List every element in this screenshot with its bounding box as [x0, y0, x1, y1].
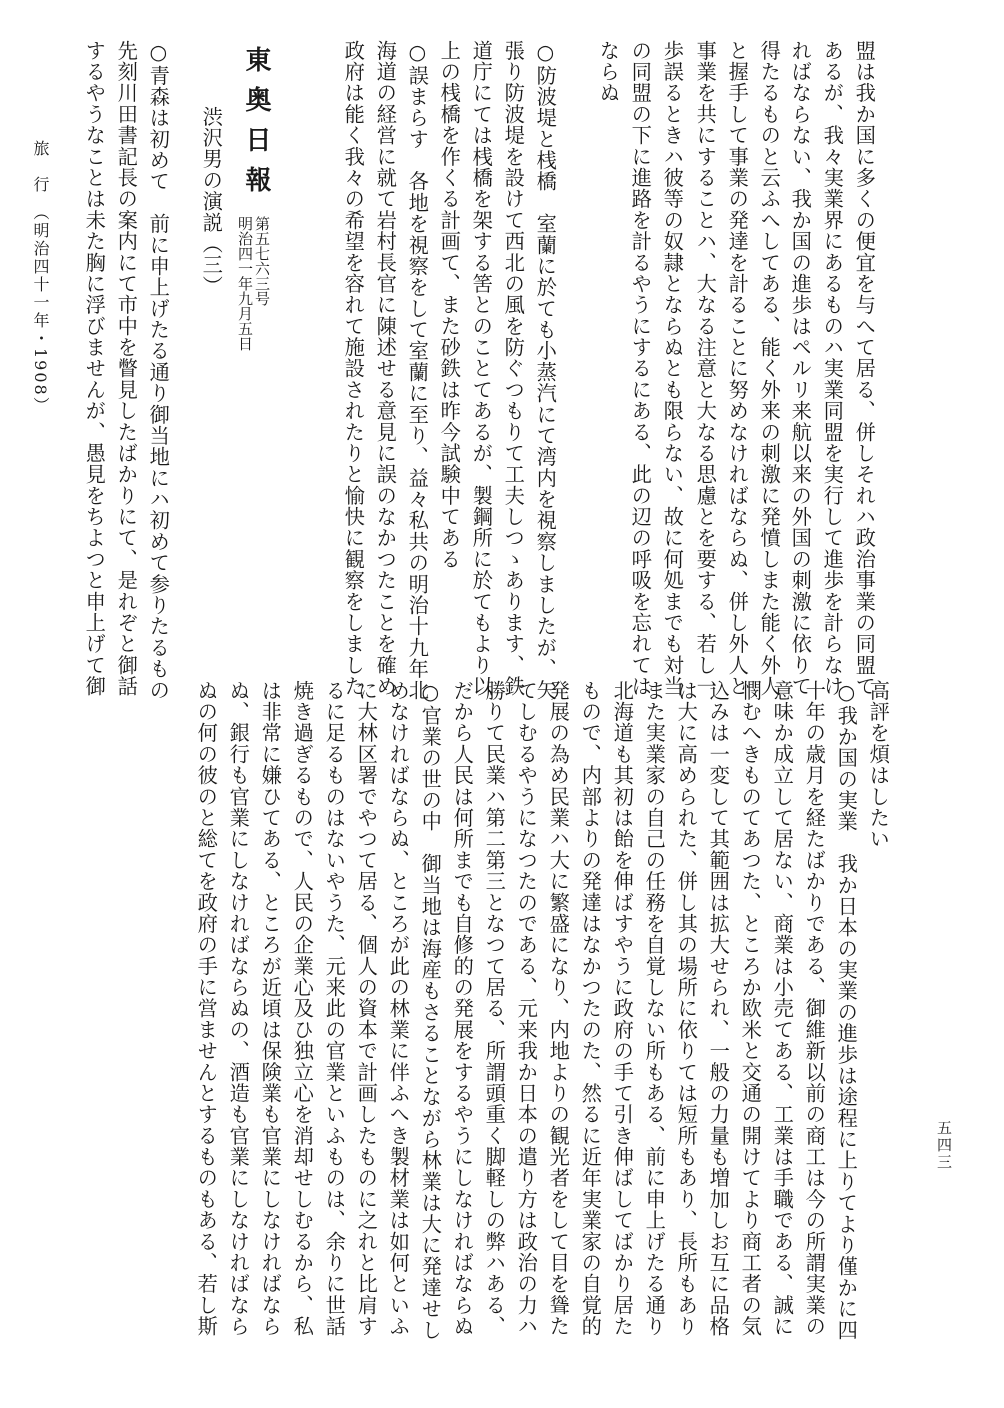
text-column: めなければならぬ、ところが此の林業に伴ふへき製材業は如何といふ: [386, 680, 411, 1337]
text-column: 先刻川田書記長の案内にて市中を瞥見したばかりにて、是れぞと御話: [114, 40, 139, 697]
text-column: するやうなことは未た胸に浮びませんが、愚見をちよつと申上げて御: [82, 40, 107, 697]
text-column: 得たるものと云ふへしてある、能く外来の刺激に発憤しまた能く外人: [757, 40, 782, 697]
text-column: だから人民は何所までも自修的の発展をするやうにしなければならぬ: [450, 680, 475, 1337]
text-column: 発展の為め民業ハ大に繁盛になり、内地よりの観光者をして目を聳た: [546, 680, 571, 1337]
text-column: てしむるやうになつたのである、元来我か日本の遣り方は政治の力ハ: [514, 680, 539, 1337]
running-head: 旅 行 （明治四十一年・1908）: [31, 140, 50, 415]
text-column: 張り防波堤を設けて西北の風を防ぐつもりて工夫しつゝあります、鉄: [501, 40, 526, 697]
text-column: ○誤まらす 各地を視察をして室蘭に至り、益々私共の明治十九年北: [405, 40, 430, 701]
text-column: は非常に嫌ひてある、ところが近頃は保険業も官業にしなければなら: [258, 680, 283, 1337]
text-column: ○官業の世の中 御当地は海産もさることながら林業は大に発達せし: [418, 680, 443, 1341]
text-column: の同盟の下に進路を計るやうにするにある、此の辺の呼吸を忘れては: [628, 40, 653, 697]
text-column: 道庁にては桟橋を架する筈とのことてあるが、製鋼所に於てもより以: [469, 40, 494, 697]
text-column: は大に高められた、併し其の場所に依りては短所もあり、長所もあり: [674, 680, 699, 1337]
text-column: ○我か国の実業 我か日本の実業の進歩は途程に上りてより僅かに四: [834, 680, 859, 1341]
text-column: 政府は能く我々の希望を容れて施設されたりと愉快に観察をしました: [341, 40, 366, 697]
text-column: あるが、我々実業界にあるものハ実業同盟を実行して進歩を計らなけ: [820, 40, 845, 697]
text-column: 盟は我か国に多くの便宜を与へて居る、併しそれハ政治事業の同盟て: [852, 40, 877, 697]
text-column: 北海道も其初は飴を伸ばすやうに政府の手て引き伸ばしてばかり居た: [610, 680, 635, 1337]
text-column: ぬの何の彼のと総てを政府の手に営ませんとするものもある、若し斯: [194, 680, 219, 1337]
issue-date: 明治四一年九月五日: [236, 216, 254, 351]
text-column: に大林区署でやつて居る、個人の資本で計画したものに之れと比肩す: [354, 680, 379, 1337]
masthead-title: 東奥日報: [241, 46, 271, 206]
text-column: 十年の歳月を経たばかりである、御維新以前の商工は今の所謂実業の: [802, 680, 827, 1337]
text-column: 高評を煩はしたい: [866, 680, 891, 850]
text-column: 勝りて民業ハ第二第三となつて居る、所謂頭重く脚軽しの弊ハある、: [482, 680, 507, 1337]
text-column: と握手して事業の発達を計ることに努めなければならぬ、併し外人と: [725, 40, 750, 697]
article-title: 渋沢男の演説（三）: [199, 106, 224, 297]
page-number: 五四三: [935, 1120, 953, 1171]
text-column: るに足るものはないやうた、元来此の官業といふものは、余りに世話: [322, 680, 347, 1337]
text-column: 焼き過ぎるもので、人民の企業心及ひ独立心を消却せしむるから、私: [290, 680, 315, 1337]
text-column: ○防波堤と桟橋 室蘭に於ても小蒸汽にて湾内を視察しましたが、矢: [533, 40, 558, 701]
text-column: 海道の経営に就て岩村長官に陳述せる意見に誤のなかつたことを確め: [373, 40, 398, 697]
text-column: 意味か成立して居ない、商業は小売てある、工業は手職である、誠に: [770, 680, 795, 1337]
text-column: 憫むへきものてあつた、ところか欧米と交通の開けてより商工者の気: [738, 680, 763, 1337]
text-column: ならぬ: [596, 40, 621, 104]
issue-number: 第五七六三号: [253, 216, 271, 306]
text-column: 込みは一変して其範囲は拡大せられ、一般の力量も増加しお互に品格: [706, 680, 731, 1337]
text-column: 事業を共にすることハ、大なる注意と大なる思慮とを要する、若し一: [693, 40, 718, 697]
text-column: ○青森は初めて 前に申上げたる通り御当地にハ初めて参りたるもの: [146, 40, 171, 701]
text-column: 上の桟橋を作くる計画て、また砂鉄は昨今試験中てある: [437, 40, 462, 570]
text-column: もので、内部よりの発達はなかつたのた、然るに近年実業家の自覚的: [578, 680, 603, 1337]
issue-info: [236, 216, 270, 416]
text-column: また実業家の自己の任務を自覚しない所もある、前に申上げたる通り: [642, 680, 667, 1337]
text-column: ればならない、我か国の進歩はペルリ来航以来の外国の刺激に依りて: [788, 40, 813, 697]
text-column: 歩誤るときハ彼等の奴隷とならぬとも限らない、故に何処までも対当: [660, 40, 685, 697]
text-column: ぬ、銀行も官業にしなければならぬの、酒造も官業にしなければなら: [226, 680, 251, 1337]
